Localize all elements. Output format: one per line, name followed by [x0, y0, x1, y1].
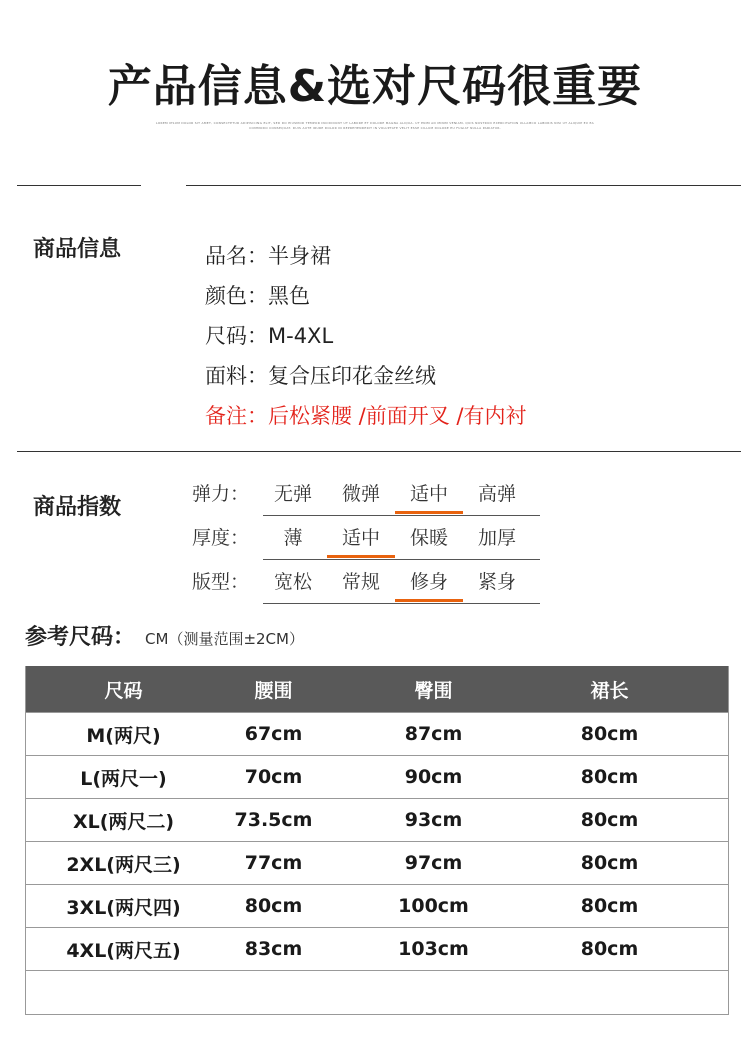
info-key: 尺码 ： [205, 324, 268, 348]
table-cell: XL(两尺二) [72, 810, 175, 833]
table-cell: 90cm [404, 766, 463, 788]
selected-underline [395, 511, 463, 514]
table-cell: 93cm [404, 809, 463, 831]
index-row-label: 版型 ： [192, 567, 249, 594]
table-row [26, 884, 728, 927]
index-row-elasticity [190, 473, 540, 517]
table-cell: 80cm [244, 895, 303, 917]
info-row-fabric [205, 358, 527, 398]
table-cell: 80cm [580, 938, 639, 960]
row-divider [263, 515, 540, 516]
divider-right-top [186, 185, 741, 186]
table-cell: 3XL(两尺四) [66, 896, 181, 919]
table-cell: 80cm [580, 766, 639, 788]
table-row [26, 841, 728, 884]
info-row-note [205, 398, 527, 438]
table-cell: 4XL(两尺五) [66, 939, 181, 962]
table-cell: 80cm [580, 809, 639, 831]
table-cell: 80cm [580, 852, 639, 874]
table-cell: 2XL(两尺三) [66, 853, 181, 876]
index-option: 紧身 [477, 571, 516, 593]
product-info-heading: 商品信息 [33, 237, 122, 262]
size-reference-heading: 参考尺码 ： [25, 625, 135, 650]
info-key: 品名 ： [205, 244, 268, 268]
table-cell: 80cm [580, 895, 639, 917]
index-option: 常规 [341, 571, 380, 593]
table-row [26, 755, 728, 798]
index-option: 修身 [395, 567, 463, 594]
page-title: 产品信息&选对尺码很重要 [107, 61, 643, 112]
table-row [26, 712, 728, 755]
table-row [26, 798, 728, 841]
size-table [25, 666, 729, 1015]
index-option: 微弹 [341, 483, 380, 505]
index-option: 适中 [327, 523, 395, 550]
info-value: M-4XL [268, 324, 334, 348]
index-row-label: 厚度 ： [192, 523, 249, 550]
info-value: 黑色 [268, 284, 310, 308]
info-value: 后松紧腰 /前面开叉 /有内衬 [268, 404, 527, 428]
index-option: 高弹 [477, 483, 516, 505]
row-divider [263, 559, 540, 560]
table-row-empty [26, 970, 728, 1014]
size-table-header [26, 666, 728, 712]
divider-left-top [17, 185, 141, 186]
table-cell: 83cm [244, 938, 303, 960]
info-value: 半身裙 [268, 244, 331, 268]
info-value: 复合压印花金丝绒 [268, 364, 436, 388]
info-row-name [205, 238, 527, 278]
index-option: 宽松 [273, 571, 312, 593]
index-row-fit [190, 561, 540, 605]
index-option: 保暖 [409, 527, 448, 549]
table-cell: 67cm [244, 723, 303, 745]
table-cell: L(两尺一) [80, 767, 167, 790]
table-cell: 80cm [580, 723, 639, 745]
divider-left-mid [17, 451, 741, 452]
table-cell: 87cm [404, 723, 463, 745]
index-option: 加厚 [477, 527, 516, 549]
table-cell: 77cm [244, 852, 303, 874]
decorative-fineprint: LOREM IPSUM DOLOR SIT AMET, CONSECTETUR ADIPISICING ELIT, SED DO EIUSMOD TEMPOR INCIDIDUNT UT LABORE ET DOLORE MAGNA ALIQUA. UT ENIM AD MINIM VENIAM, QUIS NOSTRUD EXERCITATION ULLAMCO LABORIS NISI UT ALIQUIP EX EA COMMODO CONSEQUAT. DUIS AUTE IRURE DOLOR IN REPREHENDERIT IN VOLUPTATE VELIT ESSE CILLUM DOLORE EU FUGIAT NULLA PARIATUR. [155, 121, 595, 130]
column-header: 腰围 [254, 679, 293, 702]
table-cell: 103cm [398, 938, 469, 960]
table-cell: 73.5cm [234, 809, 313, 831]
info-row-color [205, 278, 527, 318]
info-row-size [205, 318, 527, 358]
column-header: 裙长 [590, 679, 629, 702]
info-key: 备注 ： [205, 404, 268, 428]
row-divider [263, 603, 540, 604]
table-cell: M(两尺) [86, 724, 161, 747]
table-row [26, 927, 728, 970]
index-row-thickness [190, 517, 540, 561]
table-cell: 70cm [244, 766, 303, 788]
size-reference-unit-note: CM（测量范围±2CM） [145, 630, 304, 648]
column-header: 尺码 [104, 679, 143, 702]
product-index-heading: 商品指数 [33, 495, 122, 520]
selected-underline [327, 555, 395, 558]
index-option: 适中 [395, 479, 463, 506]
product-index-table [190, 473, 540, 605]
column-header: 臀围 [414, 679, 453, 702]
selected-underline [395, 599, 463, 602]
index-option: 无弹 [273, 483, 312, 505]
info-key: 颜色 ： [205, 284, 268, 308]
table-cell: 97cm [404, 852, 463, 874]
info-key: 面料 ： [205, 364, 268, 388]
size-reference [25, 620, 304, 651]
index-row-label: 弹力 ： [192, 479, 249, 506]
index-option: 薄 [283, 527, 303, 549]
product-info-list [205, 238, 527, 438]
table-cell: 100cm [398, 895, 469, 917]
